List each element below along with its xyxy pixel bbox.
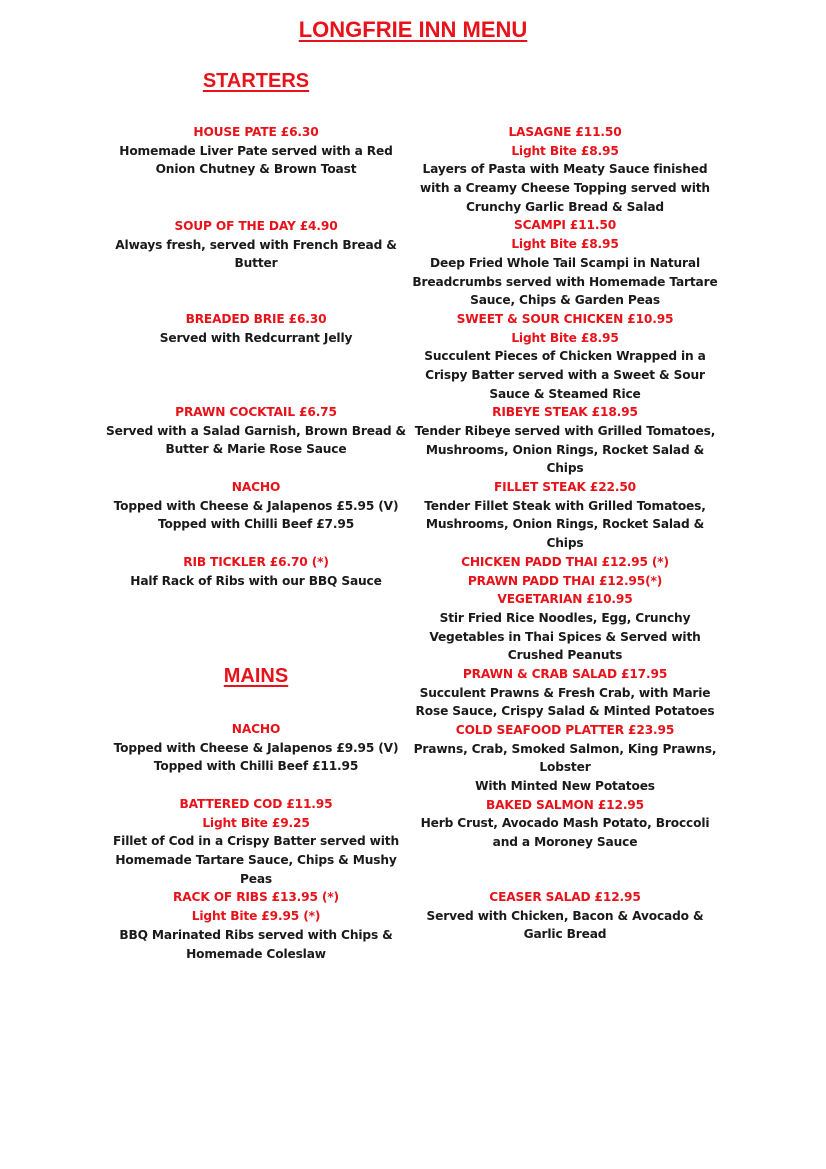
menu-item-description: Mushrooms, Onion Rings, Rocket Salad & xyxy=(425,517,705,532)
menu-item-name-price: PRAWN PADD THAI £12.95(*) xyxy=(467,573,663,588)
menu-item-name-price: FILLET STEAK £22.50 xyxy=(494,480,636,495)
menu-item-group xyxy=(101,478,411,534)
menu-item-description: Tender Fillet Steak with Grilled Tomatoes, xyxy=(424,498,706,513)
menu-item-name-price: PRAWN COCKTAIL £6.75 xyxy=(175,405,337,419)
menu-item-name-price: Light Bite £8.95 xyxy=(511,330,619,345)
menu-item-description: Homemade Tartare Sauce, Chips & Mushy xyxy=(115,853,397,868)
menu-item-name-price: BAKED SALMON £12.95 xyxy=(486,797,644,812)
menu-item-description: Deep Fried Whole Tail Scampi in Natural xyxy=(430,255,700,270)
menu-item-description: Vegetables in Thai Spices & Served with xyxy=(429,629,701,644)
menu-item-description: Prawns, Crab, Smoked Salmon, King Prawns, xyxy=(413,741,717,756)
menu-item-description: Mushrooms, Onion Rings, Rocket Salad & xyxy=(425,442,705,457)
menu-item-description: With Minted New Potatoes xyxy=(475,779,655,794)
menu-item-description: Layers of Pasta with Meaty Sauce finished xyxy=(422,162,708,177)
menu-item-group xyxy=(101,553,411,590)
menu-title: LONGFRIE INN MENU xyxy=(298,17,528,42)
menu-item-description: and a Moroney Sauce xyxy=(492,835,638,850)
menu-item-name-price: NACHO xyxy=(231,480,281,494)
menu-item-description: Topped with Chilli Beef £7.95 xyxy=(157,517,355,532)
menu-item-description: Homemade Coleslaw xyxy=(186,946,326,961)
menu-item-description: Half Rack of Ribs with our BBQ Sauce xyxy=(130,573,382,588)
menu-item-name-price: LASAGNE £11.50 xyxy=(508,125,622,139)
menu-item-description: Topped with Cheese & Jalapenos £9.95 (V) xyxy=(113,740,399,755)
section-heading-starters: STARTERS xyxy=(202,70,310,92)
menu-item-description: Topped with Chilli Beef £11.95 xyxy=(153,759,359,774)
menu-item-description: Crunchy Garlic Bread & Salad xyxy=(465,199,664,214)
menu-item-name-price: CHICKEN PADD THAI £12.95 (*) xyxy=(461,554,669,569)
menu-item-name-price: SWEET & SOUR CHICKEN £10.95 xyxy=(456,311,674,326)
menu-item-name-price: NACHO xyxy=(231,722,281,736)
menu-item-name-price: CEASER SALAD £12.95 xyxy=(489,890,641,904)
menu-item-description: Rose Sauce, Crispy Salad & Minted Potatoes xyxy=(415,704,715,719)
menu-item-description: Butter & Marie Rose Sauce xyxy=(165,442,347,457)
menu-item-description: Served with Chicken, Bacon & Avocado & xyxy=(426,908,704,923)
menu-item-description: Succulent Prawns & Fresh Crab, with Marie xyxy=(419,685,711,700)
menu-item-name-price: HOUSE PATE £6.30 xyxy=(193,125,319,139)
menu-item-description: Sauce, Chips & Garden Peas xyxy=(470,293,660,308)
menu-item-name-price: RIBEYE STEAK £18.95 xyxy=(492,405,638,420)
menu-item-description: Crispy Batter served with a Sweet & Sour xyxy=(425,367,705,382)
menu-item-name-price: Light Bite £9.25 xyxy=(202,815,310,830)
menu-item-description: Peas xyxy=(239,871,273,886)
menu-item-group xyxy=(101,403,411,459)
menu-item-name-price: PRAWN & CRAB SALAD £17.95 xyxy=(462,666,668,681)
menu-item-description: Breadcrumbs served with Homemade Tartare xyxy=(412,274,718,289)
menu-item-description: Fillet of Cod in a Crispy Batter served with xyxy=(113,834,399,849)
menu-item-name-price: Light Bite £8.95 xyxy=(511,237,619,252)
menu-item-description: BBQ Marinated Ribs served with Chips & xyxy=(119,927,393,942)
menu-item-group xyxy=(101,795,411,963)
menu-item-description: Succulent Pieces of Chicken Wrapped in a xyxy=(424,349,706,364)
menu-item-description: Served with Redcurrant Jelly xyxy=(159,330,353,345)
menu-item-description: Homemade Liver Pate served with a Red xyxy=(119,143,393,158)
menu-item-group xyxy=(101,720,411,776)
menu-item-name-price: COLD SEAFOOD PLATTER £23.95 xyxy=(455,723,675,737)
menu-item-description: Topped with Cheese & Jalapenos £5.95 (V) xyxy=(113,498,399,513)
menu-item-name-price: Light Bite £9.95 (*) xyxy=(191,909,321,924)
menu-item-name-price: BATTERED COD £11.95 xyxy=(179,797,333,811)
menu-item-name-price: Light Bite £8.95 xyxy=(511,143,619,158)
menu-item-description: Butter xyxy=(234,256,278,271)
menu-item-group xyxy=(101,310,411,347)
menu-item-group xyxy=(410,123,720,852)
menu-item-description: Sauce & Steamed Rice xyxy=(489,386,641,401)
menu-item-name-price: VEGETARIAN £10.95 xyxy=(497,592,633,607)
section-heading-mains: MAINS xyxy=(223,665,289,687)
menu-item-description: Stir Fried Rice Noodles, Egg, Crunchy xyxy=(439,610,691,625)
menu-item-name-price: RACK OF RIBS £13.95 (*) xyxy=(173,890,339,905)
menu-item-group xyxy=(101,217,411,273)
menu-item-name-price: SCAMPI £11.50 xyxy=(513,218,617,233)
menu-item-description: with a Creamy Cheese Topping served with xyxy=(420,181,710,196)
menu-item-name-price: RIB TICKLER £6.70 (*) xyxy=(183,555,329,569)
menu-item-description: Crushed Peanuts xyxy=(507,648,623,663)
menu-item-description: Served with a Salad Garnish, Brown Bread & xyxy=(105,423,407,438)
menu-item-description: Always fresh, served with French Bread & xyxy=(115,237,397,252)
menu-item-description: Chips xyxy=(546,461,584,476)
menu-item-name-price: SOUP OF THE DAY £4.90 xyxy=(174,219,338,233)
menu-item-group xyxy=(410,888,720,944)
menu-item-description: Onion Chutney & Brown Toast xyxy=(155,162,357,177)
menu-item-description: Chips xyxy=(546,536,584,551)
menu-item-description: Lobster xyxy=(539,760,591,775)
menu-item-description: Herb Crust, Avocado Mash Potato, Broccoli xyxy=(420,816,710,831)
menu-item-description: Garlic Bread xyxy=(523,927,607,942)
menu-item-name-price: BREADED BRIE £6.30 xyxy=(185,312,327,326)
menu-item-group xyxy=(101,123,411,179)
menu-item-description: Tender Ribeye served with Grilled Tomatoes, xyxy=(414,424,716,438)
